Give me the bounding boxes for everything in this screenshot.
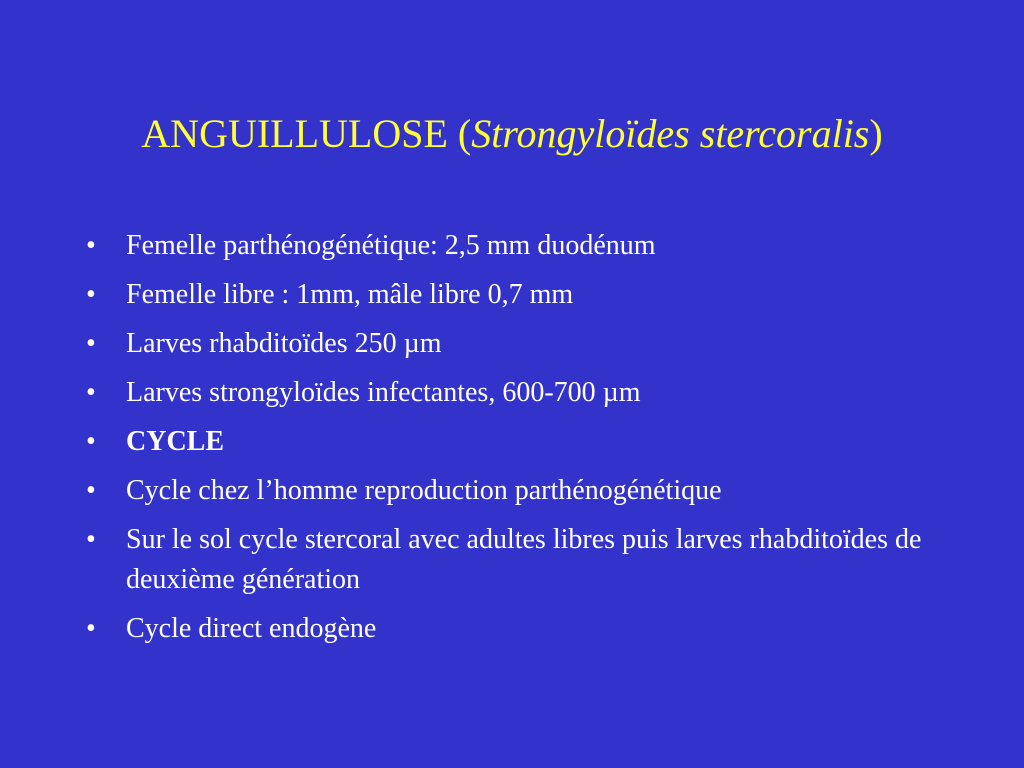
bullet-text: Larves strongyloïdes infectantes, 600-700 µm [126, 377, 641, 408]
bullet-dot-icon: • [86, 426, 96, 457]
bullet-item [86, 275, 946, 315]
title-open-paren: ( [447, 111, 472, 156]
bullet-item [86, 471, 946, 511]
bullet-dot-icon: • [86, 279, 96, 310]
bullet-item [86, 520, 946, 600]
bullet-text: Femelle libre : 1mm, mâle libre 0,7 mm [126, 279, 574, 310]
title-species: Strongyloïdes stercoralis [471, 111, 870, 156]
bullet-text: Larves rhabditoïdes 250 µm [126, 328, 442, 359]
title-main: ANGUILLULOSE [141, 111, 448, 156]
bullet-item [86, 609, 946, 649]
bullet-dot-icon: • [86, 230, 96, 261]
bullet-text: Femelle parthénogénétique: 2,5 mm duodénum [126, 230, 656, 261]
bullet-text: Cycle chez l’homme reproduction parthénogénétique [126, 475, 722, 506]
bullet-dot-icon: • [86, 524, 96, 555]
bullet-dot-icon: • [86, 377, 96, 408]
bullet-item-heading [86, 422, 946, 462]
title-close-paren: ) [869, 111, 883, 156]
bullet-item [86, 373, 946, 413]
bullet-item [86, 324, 946, 364]
bullet-text: CYCLE [126, 426, 225, 457]
bullet-text: Cycle direct endogène [126, 613, 377, 644]
bullet-item [86, 226, 946, 266]
slide-title [0, 108, 1024, 160]
bullet-dot-icon: • [86, 613, 96, 644]
bullet-dot-icon: • [86, 328, 96, 359]
bullet-list [86, 226, 946, 658]
bullet-dot-icon: • [86, 475, 96, 506]
bullet-text: Sur le sol cycle stercoral avec adultes libres puis larves rhabditoïdes de deuxième génération [126, 524, 922, 595]
